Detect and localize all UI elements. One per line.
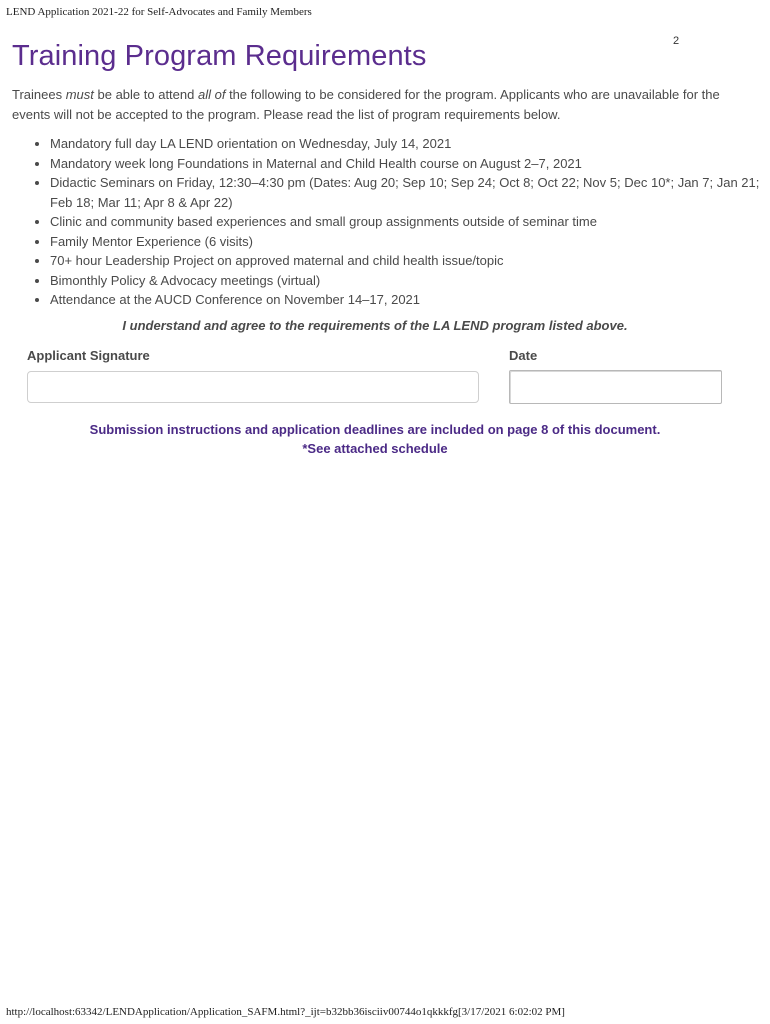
requirement-item: • Didactic Seminars on Friday, 12:30–4:30 pm (Dates: Aug 20; Sep 10; Sep 24; Oct 8; Oct 22; Nov 5; Dec 10*; Jan 7; Jan 21; Feb 18; Mar 11; Apr 8 & Apr 22) xyxy=(50,173,762,212)
print-footer-url: http://localhost:63342/LENDApplication/Application_SAFM.html?_ijt=b32bb36isciiv00744o1qkkkfg[3/17/2021 6:02:02 PM] xyxy=(6,1006,565,1018)
requirement-item: • 70+ hour Leadership Project on approved maternal and child health issue/topic xyxy=(50,251,762,271)
applicant-signature-field[interactable] xyxy=(27,371,479,403)
date-label: Date xyxy=(509,348,538,363)
intro-text: Trainees xyxy=(12,87,66,102)
submission-note xyxy=(0,420,750,458)
requirement-item: • Mandatory week long Foundations in Maternal and Child Health course on August 2–7, 2021 xyxy=(50,154,762,174)
agreement-statement: I understand and agree to the requirements of the LA LEND program listed above. xyxy=(122,318,628,333)
print-header: LEND Application 2021-22 for Self-Advocates and Family Members xyxy=(6,6,312,18)
date-field[interactable] xyxy=(509,370,722,404)
intro-emphasis-all-of: all of xyxy=(197,87,226,102)
signature-label: Applicant Signature xyxy=(27,348,150,363)
schedule-note: *See attached schedule xyxy=(302,441,448,456)
requirement-item: • Attendance at the AUCD Conference on November 14–17, 2021 xyxy=(50,290,762,310)
requirement-item: • Mandatory full day LA LEND orientation on Wednesday, July 14, 2021 xyxy=(50,134,762,154)
intro-text: the following to be considered for the program. Applicants who are unavailable for the events will not be accepted to the program. Please read the list of program requirements below. xyxy=(12,87,720,122)
page-number: 2 xyxy=(673,35,680,47)
submission-instructions: Submission instructions and application deadlines are included on page 8 of this document. xyxy=(89,422,661,437)
intro-text: be able to attend xyxy=(93,87,198,102)
page-title: Training Program Requirements xyxy=(12,40,427,72)
intro-paragraph xyxy=(12,85,752,125)
intro-emphasis-must: must xyxy=(65,87,94,102)
requirement-item: • Clinic and community based experiences and small group assignments outside of seminar time xyxy=(50,212,762,232)
requirement-item: • Bimonthly Policy & Advocacy meetings (virtual) xyxy=(50,271,762,291)
requirement-item: • Family Mentor Experience (6 visits) xyxy=(50,232,762,252)
requirements-list xyxy=(30,134,762,310)
